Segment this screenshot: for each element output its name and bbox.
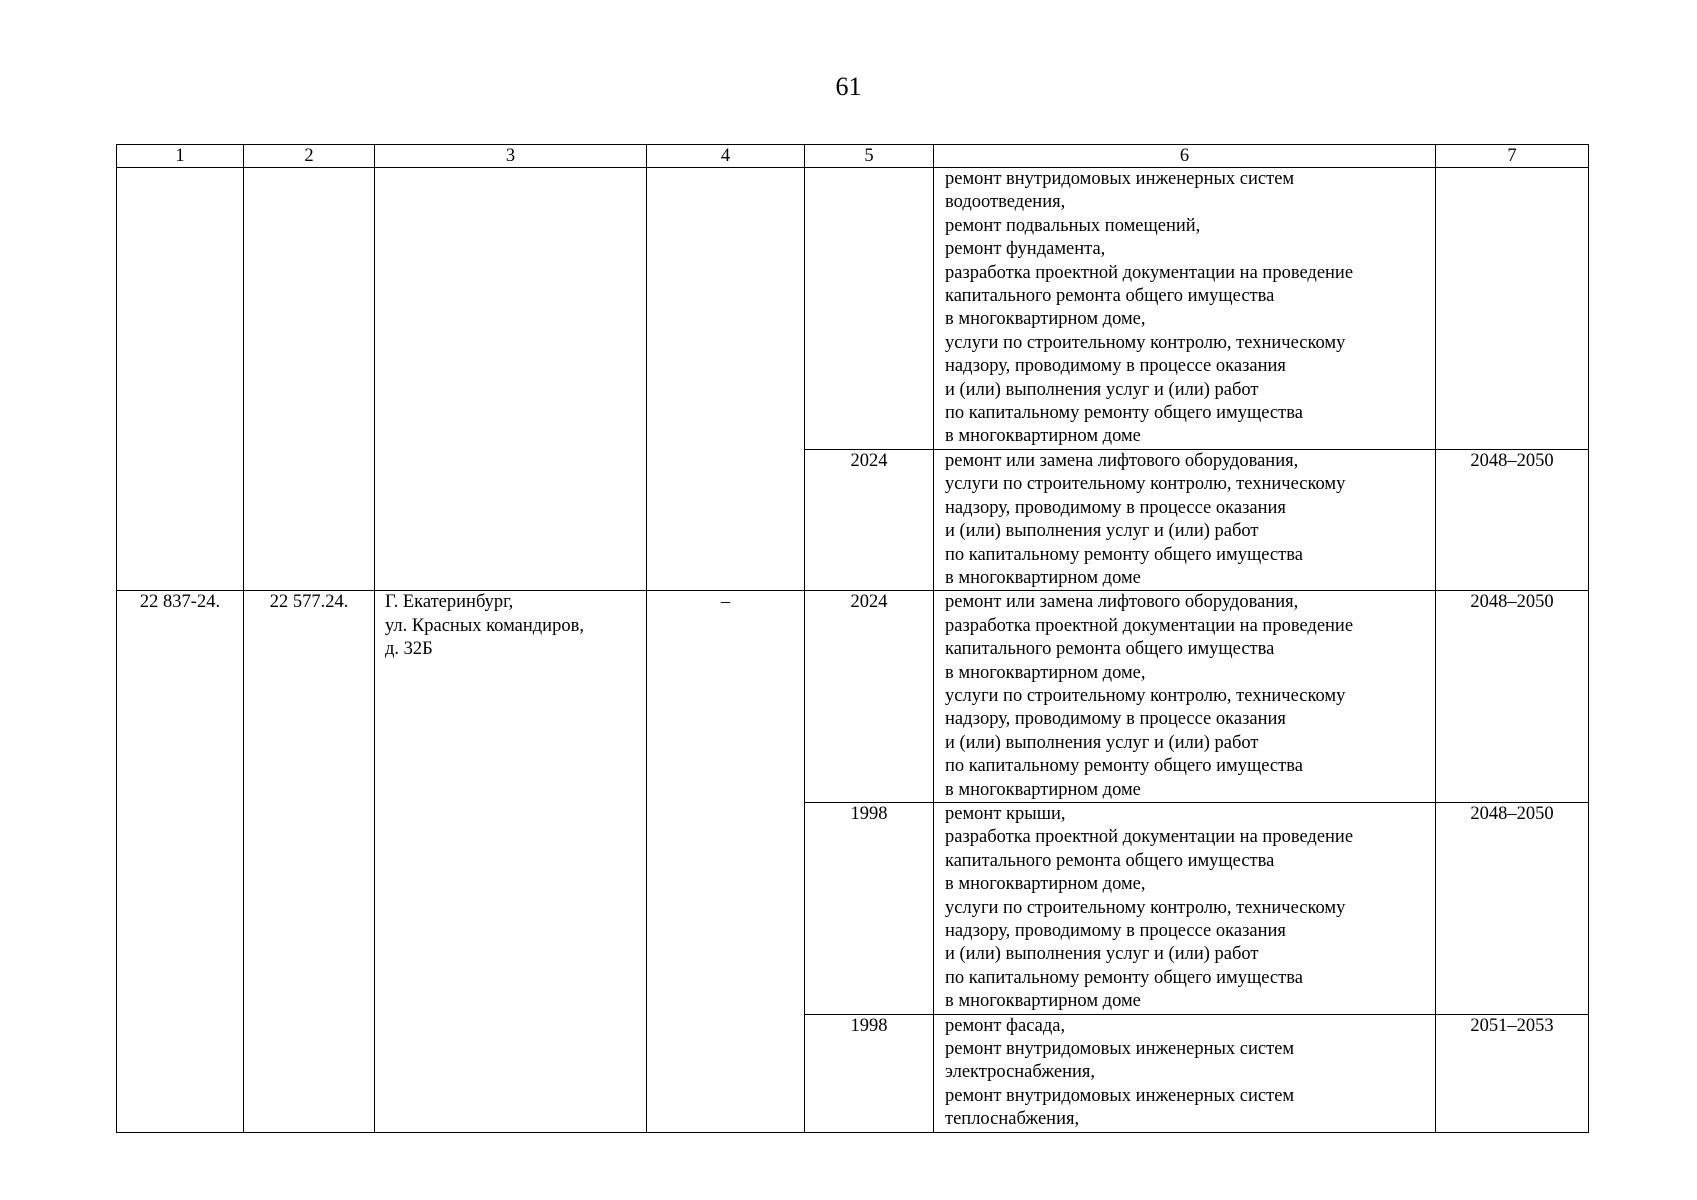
work-line: и (или) выполнения услуг и (или) работ bbox=[945, 379, 1259, 400]
works-cell bbox=[934, 591, 1436, 803]
work-line: ремонт внутридомовых инженерных систем bbox=[945, 1085, 1295, 1106]
continued-cell-col4 bbox=[647, 168, 805, 591]
work-line: ремонт подвальных помещений, bbox=[945, 215, 1201, 236]
period-cell: 2048–2050 bbox=[1436, 802, 1589, 1014]
column-header-3: 3 bbox=[375, 145, 647, 168]
work-line: теплоснабжения, bbox=[945, 1109, 1080, 1130]
address-line: д. 32Б bbox=[385, 639, 433, 660]
period-cell: 2048–2050 bbox=[1436, 449, 1589, 590]
year-cell: 2024 bbox=[805, 591, 934, 803]
year-cell: 1998 bbox=[805, 1014, 934, 1132]
page-number: 61 bbox=[835, 72, 862, 101]
period-cell: 2051–2053 bbox=[1436, 1014, 1589, 1132]
column-header-4: 4 bbox=[647, 145, 805, 168]
column-number-header-row bbox=[117, 145, 1589, 168]
work-line: капитального ремонта общего имущества bbox=[945, 850, 1275, 871]
works-cell bbox=[934, 449, 1436, 590]
table-row bbox=[117, 168, 1589, 450]
continued-cell-col2 bbox=[244, 168, 375, 591]
work-line: и (или) выполнения услуг и (или) работ bbox=[945, 732, 1259, 753]
column-header-1: 1 bbox=[117, 145, 244, 168]
work-line: надзору, проводимому в процессе оказания bbox=[945, 497, 1286, 518]
col4-dash-cell: – bbox=[647, 591, 805, 1132]
year-cell: 2024 bbox=[805, 449, 934, 590]
work-line: ремонт внутридомовых инженерных систем bbox=[945, 169, 1295, 189]
work-line: разработка проектной документации на проведение bbox=[945, 262, 1354, 283]
column-header-6: 6 bbox=[934, 145, 1436, 168]
work-line: в многоквартирном доме bbox=[945, 426, 1141, 447]
work-line: капитального ремонта общего имущества bbox=[945, 286, 1275, 307]
continued-cell-col1 bbox=[117, 168, 244, 591]
work-line: водоотведения, bbox=[945, 192, 1066, 213]
work-line: услуги по строительному контролю, техническому bbox=[945, 685, 1346, 706]
column-header-7: 7 bbox=[1436, 145, 1589, 168]
work-line: надзору, проводимому в процессе оказания bbox=[945, 921, 1286, 941]
work-line: в многоквартирном доме, bbox=[945, 662, 1146, 683]
work-line: надзору, проводимому в процессе оказания bbox=[945, 356, 1286, 377]
work-line: по капитальному ремонту общего имущества bbox=[945, 967, 1303, 988]
period-cell: 2048–2050 bbox=[1436, 591, 1589, 803]
table-row bbox=[117, 591, 1589, 803]
work-line: ремонт фасада, bbox=[945, 1015, 1066, 1036]
work-line: по капитальному ремонту общего имущества bbox=[945, 544, 1303, 565]
capital-repair-table bbox=[116, 144, 1589, 1133]
work-line: в многоквартирном доме, bbox=[945, 309, 1146, 330]
work-line: и (или) выполнения услуг и (или) работ bbox=[945, 944, 1259, 965]
address-line: ул. Красных командиров, bbox=[385, 615, 584, 636]
work-line: в многоквартирном доме bbox=[945, 991, 1141, 1012]
year-cell bbox=[805, 168, 934, 450]
work-line: ремонт или замена лифтового оборудования, bbox=[945, 592, 1299, 613]
work-line: в многоквартирном доме bbox=[945, 779, 1141, 800]
column-header-5: 5 bbox=[805, 145, 934, 168]
work-line: по капитальному ремонту общего имущества bbox=[945, 756, 1303, 777]
record-number-col1: 22 837-24. bbox=[117, 591, 244, 1132]
work-line: услуги по строительному контролю, техническому bbox=[945, 474, 1346, 495]
work-line: и (или) выполнения услуг и (или) работ bbox=[945, 521, 1259, 542]
period-cell bbox=[1436, 168, 1589, 450]
works-cell bbox=[934, 802, 1436, 1014]
work-line: надзору, проводимому в процессе оказания bbox=[945, 709, 1286, 730]
address-line: Г. Екатеринбург, bbox=[385, 592, 514, 613]
continued-cell-address bbox=[375, 168, 647, 591]
work-line: услуги по строительному контролю, техническому bbox=[945, 897, 1346, 918]
work-line: ремонт крыши, bbox=[945, 803, 1066, 824]
works-cell bbox=[934, 168, 1436, 450]
work-line: услуги по строительному контролю, техническому bbox=[945, 332, 1346, 353]
work-line: ремонт или замена лифтового оборудования, bbox=[945, 450, 1299, 471]
year-cell: 1998 bbox=[805, 802, 934, 1014]
record-number-col2: 22 577.24. bbox=[244, 591, 375, 1132]
work-line: по капитальному ремонту общего имущества bbox=[945, 403, 1303, 424]
work-line: в многоквартирном доме, bbox=[945, 874, 1146, 895]
work-line: разработка проектной документации на проведение bbox=[945, 615, 1354, 636]
work-line: электроснабжения, bbox=[945, 1062, 1096, 1083]
work-line: капитального ремонта общего имущества bbox=[945, 639, 1275, 660]
column-header-2: 2 bbox=[244, 145, 375, 168]
work-line: разработка проектной документации на проведение bbox=[945, 827, 1354, 848]
work-line: в многоквартирном доме bbox=[945, 567, 1141, 588]
address-cell bbox=[375, 591, 647, 1132]
works-cell bbox=[934, 1014, 1436, 1132]
work-line: ремонт внутридомовых инженерных систем bbox=[945, 1039, 1295, 1060]
work-line: ремонт фундамента, bbox=[945, 239, 1106, 260]
